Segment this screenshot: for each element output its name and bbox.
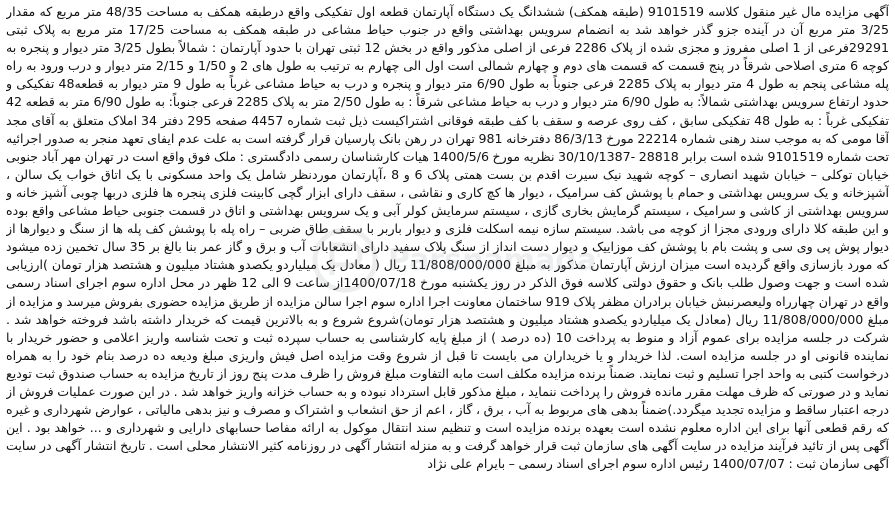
notice-body-text: آگهی مزایده مال غیر منقول کلاسه 9101519 (طبقه همکف) ششدانگ یک دستگاه آپارتمان قطعه اول تفکیکی واقع درطبقه همکف به مساحت 48/35 متر مربع که مقدار 3/25 متر مربع آن در آینده جزو گذر خواهد شد به انضمام سرویس بهداشتی واقع در جنوب حیاط مشاعی در طبقه همکف به مساحت 17/25 متر مربع به پلاک ثبتی 29291فرعی از 1 اصلی مفروز و مجزی شده از پلاک 2286 فرعی از اصلی مذکور واقع در بخش 12 ثبتی تهران با حدود آپارتمان : شمالاً بطول 3/25 متر دیوار و پنجره به کوچه 6 متری اصلاحی شرقاً در پنج قسمت که قسمت های دوم و چهارم شمالی است اول الی چهارم به ترتیب به طول های 2 و 1/50 و 2/15 متر دیوار و درب ورود به راه پله مشاعی پنجم به طول 4 متر دیوار به پلاک 2285 فرعی جنوباً به طول 6/90 متر دیوار و پنجره و درب به حیاط مشاعی غرباً به طول 9 متر دیوار به قطعه48 تفکیکی و حدود ارتفاع سرویس بهداشتی شمالاً: به طول 6/90 متر دیوار و درب به حیاط مشاعی شرقاً : به طول 2/50 متر به پلاک 2285 فرعی جنوباً: به طول 6/90 متر به قطعه 42 تفکیکی غرباً : به طول 48 تفکیکی سابق ، کف روی عرصه و سقف با کف طبقه فوقانی اشتراکیست ذیل ثبت شماره 4457 صفحه 295 دفتر 34 املاک متعلق به آقای مجد آقا مومی که به موجب سند رهنی شماره 22214 مورخ 86/3/13 دفترخانه 981 تهران در رهن بانک پارسیان قرار گرفته است به علت عدم ایفای تعهد منجر به صدور اجرائیه تحت شماره 9101519 شده است برابر 28818 -30/10/1387 نظریه مورخ 1400/5/6 هیات کارشناسان رسمی دادگستری : ملک فوق واقع است در تهران مهر آباد جنوبی خیابان توکلی – خیابان شهید انصاری – کوچه شهید نیک سیرت اقدم بن بست همتی پلاک 6 و 8 ،آپارتمان موردنظر شامل یک واحد مسکونی با یک اتاق خواب یک سالن ، آشپزخانه و یک سرویس بهداشتی و حمام با پوشش کف سرامیک ، دیوار ها کچ کاری و نقاشی ، سقف دارای ابزار گچی کابینت فلزی پنجره ها فلزی دربها چوبی آشپز خانه و سرویس بهداشتی از کاشی و سرامیک ، سیستم گرمایش بخاری گازی ، سیستم سرمایش کولر آبی و یک سرویس بهداشتی و اتاق در قسمت جنوبی حیاط مشاعی واقع بوده و این طبقه کلا دارای ورودی مجزا از کوچه می باشد. سیستم سازه نیمه اسکلت فلزی و دیوار باربر با سقف طاق ضربی – راه پله با پوشش کف پله ها از سنگ و دیوارها از دیوار پوش پی وی سی و پشت بام با پوشش کف موزاییک و دیوار دست انداز از سنگ پلاک سفید دارای انشعابات آب و برق و گاز عمر بنا بالغ بر 35 سال تخمین زده میشود که مورد بازسازی واقع گردیده است میزان ارزش آپارتمان مذکور به مبلغ 11/808/000/000 ریال ( معادل یک میلیاردو یکصدو هشتاد میلیون و هشتصد هزار تومان )ارزیابی شده است و جهت وصول طلب بانک و حقوق دولتی کلاسه فوق الذکر در روز یکشنبه مورخ 1400/07/18از ساعت 9 الی 12 ظهر در محل اداره سوم اجرای اسناد رسمی واقع در تهران چهارراه ولیعصرنبش خیابان برادران مظفر پلاک 919 ساختمان معاونت اجرا اداره سوم اجرا سالن مزایده از طریق مزایده حضوری بفروش میرسد و مزایده از مبلغ 11/808/000/000 ریال (معادل یک میلیاردو یکصدو هشتاد میلیون و هشتصد هزار تومان)شروع شروع و به بالاترین قیمت که خریدار داشته باشد فروخته خواهد شد . شرکت در جلسه مزایده برای عموم آزاد و منوط به پرداخت 10 (ده درصد ) از مبلغ پایه کارشناسی به حساب سپرده ثبت و تحت شناسه واریز اعلامی و حضور خریدار با نماینده قانونی او در جلسه مزایده است. لذا خریدار و یا خریداران می بایست تا قبل از شروع وقت مزایده اصل فیش واریزی مبلغ ودیعه ده درصد بنام خود را به همراه درخواست کتبی به واحد اجرا تسلیم و ثبت نمایند. ضمناً برنده مزایده مکلف است مابه التفاوت مبلغ فروش را ظرف مدت پنج روز از تاریخ مزایده به حساب صندوق ثبت تودیع نماید و در صورتی که ظرف مهلت مقرر مانده فروش را پرداخت ننماید ، مبلغ مذکور قابل استرداد نبوده و به حساب خزانه واریز خواهد شد . در این صورت عملیات فروش از درجه اعتبار ساقط و مزایده تجدید میگردد.)ضمناً بدهی های مربوط به آب ، برق ، گاز ، اعم از حق انشعاب و اشتراک و مصرف و نیز بدهی مالیاتی ، عوارض شهرداری و غیره که رقم قطعی آنها برای این اداره معلوم نشده است بعهده برنده مزایده است و تنظیم سند انتقال موکول به ارائه مفاصا حسابهای دارایی و شهرداری و ... خواهد بود . این آگهی پس از تائید فرآیند مزایده در سایت آگهی های سازمان ثبت قرار خواهد گرفت و به منزله انتشار آگهی در روزنامه کثیر الانتشار محلی است . تاریخ انتشار آگهی در سایت آگهی سازمان ثبت : 1400/07/07 رئیس اداره سوم اجرای اسناد رسمی – بایرام علی نژاد <box>6 4 889 472</box>
watermark-wordmark: Parsnamada <box>388 243 597 278</box>
auction-notice <box>6 3 889 508</box>
